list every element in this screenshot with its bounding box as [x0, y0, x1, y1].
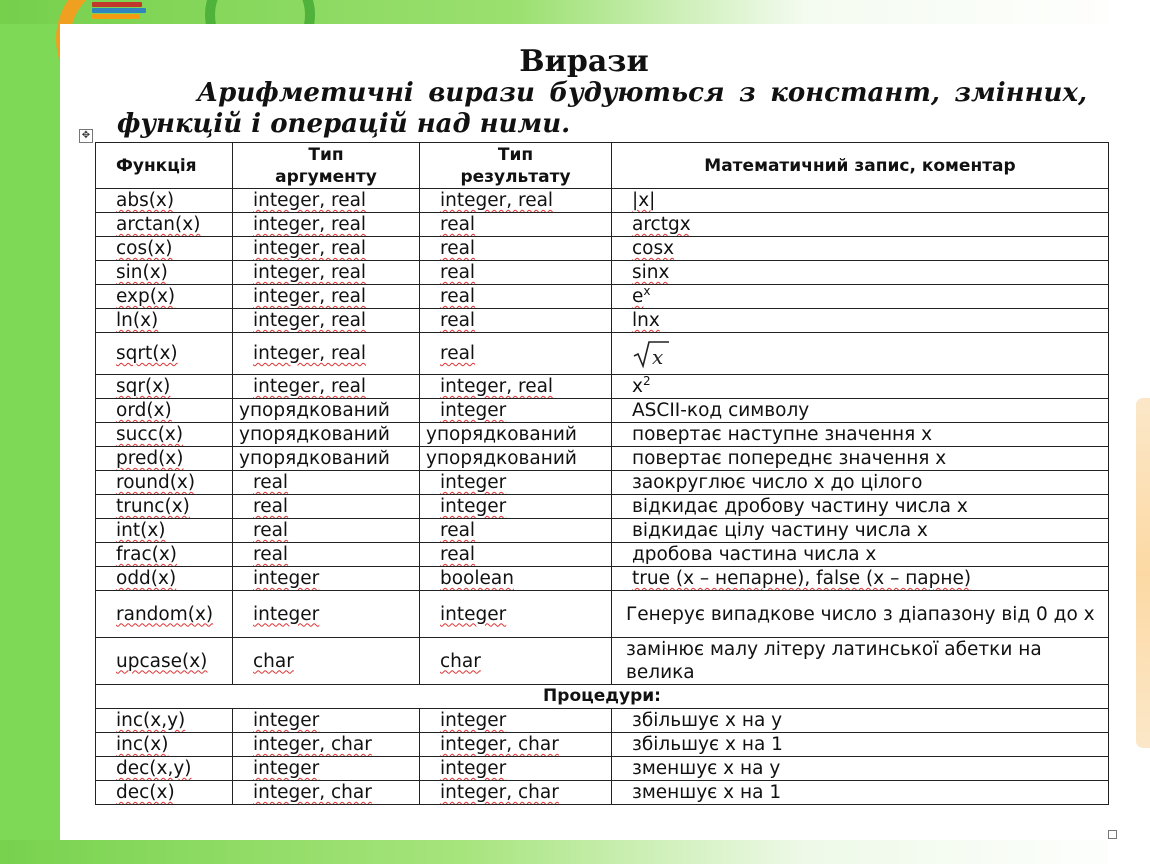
cell-function [96, 261, 233, 285]
cell-argument-type-text: integer, real [253, 262, 367, 283]
cell-result-type-text: real [440, 262, 476, 283]
cell-argument-type-text: integer [253, 603, 320, 625]
cell-result-type [420, 781, 612, 805]
cell-function [96, 471, 233, 495]
cell-argument-type-text: упорядкований [239, 400, 390, 421]
cell-result-type [420, 471, 612, 495]
cell-math-notation [612, 567, 1109, 591]
cell-result-type [420, 638, 612, 685]
cell-argument-type-text: char [253, 650, 294, 672]
cell-result-type-text: real [440, 544, 476, 565]
cell-math-notation [612, 399, 1109, 423]
cell-function-text: int(x) [116, 520, 166, 541]
cell-argument-type [233, 709, 420, 733]
cell-result-type-text: integer, real [440, 190, 554, 211]
cell-argument-type-text: real [253, 472, 289, 493]
cell-function [96, 567, 233, 591]
header-function: Функція [96, 143, 233, 189]
cell-math-notation-text: cosx [632, 238, 675, 259]
books-icon [92, 2, 148, 22]
table-row [96, 733, 1109, 757]
header-argument-type: Тип аргументу [233, 143, 420, 189]
cell-argument-type-text: real [253, 520, 289, 541]
cell-argument-type-text: real [253, 544, 289, 565]
cell-math-notation-text: замінює малу літеру латинської абетки на велика [626, 639, 1042, 683]
cell-function [96, 591, 233, 638]
cell-result-type-text: real [440, 238, 476, 259]
cell-result-type [420, 375, 612, 399]
cell-function-text: trunc(x) [116, 496, 190, 517]
cell-argument-type-text: integer [253, 568, 320, 589]
cell-result-type-text: integer, char [440, 734, 559, 755]
functions-body [96, 189, 1109, 685]
cell-math-notation-text: x [632, 376, 643, 397]
cell-result-type [420, 567, 612, 591]
cell-math-notation [612, 213, 1109, 237]
cell-argument-type [233, 213, 420, 237]
cell-argument-type [233, 285, 420, 309]
cell-function-text: odd(x) [116, 568, 177, 589]
cell-math-notation [612, 333, 1109, 375]
cell-result-type [420, 189, 612, 213]
cell-math-notation-text: відкидає дробову частину числа x [632, 496, 968, 517]
cell-argument-type [233, 375, 420, 399]
cell-argument-type [233, 237, 420, 261]
cell-function [96, 237, 233, 261]
cell-math-notation [612, 519, 1109, 543]
cell-argument-type-text: упорядкований [239, 448, 390, 469]
table-row [96, 399, 1109, 423]
cell-math-notation-text: true (x – непарне), false (x – парне) [632, 568, 972, 589]
cell-argument-type [233, 757, 420, 781]
cell-function [96, 709, 233, 733]
cell-result-type [420, 285, 612, 309]
cell-result-type-text: упорядкований [426, 424, 577, 445]
cell-math-notation [612, 237, 1109, 261]
cell-function-text: cos(x) [116, 238, 173, 259]
decorative-orange-strip [1136, 398, 1150, 748]
cell-result-type-text: integer [440, 758, 507, 779]
cell-result-type [420, 495, 612, 519]
cell-function-text: ln(x) [116, 310, 159, 331]
cell-result-type-text: integer [440, 496, 507, 517]
table-row [96, 519, 1109, 543]
cell-argument-type-text: real [253, 496, 289, 517]
cell-argument-type-text: integer, char [253, 782, 372, 803]
cell-function [96, 399, 233, 423]
cell-math-notation [612, 471, 1109, 495]
cell-function-text: round(x) [116, 472, 196, 493]
cell-math-notation-text: e [632, 286, 644, 307]
table-row [96, 423, 1109, 447]
background-bottom-band [0, 840, 1150, 864]
superscript: 2 [642, 374, 651, 388]
cell-argument-type [233, 399, 420, 423]
cell-function [96, 447, 233, 471]
cell-argument-type-text: integer, real [253, 190, 367, 211]
table-row [96, 495, 1109, 519]
cell-result-type-text: integer [440, 400, 507, 421]
table-row [96, 285, 1109, 309]
cell-function-text: inc(x) [116, 734, 169, 755]
cell-math-notation-text: повертає наступне значення x [632, 424, 933, 445]
cell-function-text: dec(x,y) [116, 758, 192, 779]
header-math-notation: Математичний запис, коментар [612, 143, 1109, 189]
cell-function-text: arctan(x) [116, 214, 201, 235]
cell-math-notation [612, 591, 1109, 638]
cell-math-notation [612, 638, 1109, 685]
cell-function-text: succ(x) [116, 424, 184, 445]
cell-math-notation-text: зменшує x на y [632, 758, 781, 779]
cell-function-text: inc(x,y) [116, 710, 186, 731]
cell-result-type [420, 757, 612, 781]
table-row [96, 757, 1109, 781]
cell-argument-type [233, 543, 420, 567]
cell-math-notation-text: |x| [632, 190, 656, 211]
cell-result-type-text: boolean [440, 568, 514, 589]
cell-result-type-text: integer [440, 472, 507, 493]
cell-argument-type-text: integer, real [253, 214, 367, 235]
cell-function [96, 213, 233, 237]
cell-function-text: dec(x) [116, 782, 175, 803]
cell-function-text: sin(x) [116, 262, 168, 283]
cell-math-notation [612, 709, 1109, 733]
procedures-body [96, 709, 1109, 805]
cell-result-type [420, 261, 612, 285]
cell-math-notation-text: Генерує випадкове число з діапазону від 0 до x [626, 603, 1095, 625]
table-row [96, 261, 1109, 285]
cell-argument-type [233, 567, 420, 591]
cell-function [96, 333, 233, 375]
cell-function [96, 495, 233, 519]
cell-math-notation-text: дробова частина числа x [632, 544, 877, 565]
cell-function-text: sqr(x) [116, 376, 171, 397]
cell-math-notation [612, 543, 1109, 567]
cell-argument-type [233, 309, 420, 333]
header-result-type: Тип результату [420, 143, 612, 189]
table-row [96, 638, 1109, 685]
cell-math-notation [612, 495, 1109, 519]
cell-argument-type-text: integer [253, 710, 320, 731]
cell-function-text: upcase(x) [116, 650, 208, 672]
cell-function [96, 189, 233, 213]
cell-function [96, 733, 233, 757]
svg-text:x: x [652, 344, 664, 369]
procedures-heading: Процедури: [96, 685, 1109, 709]
cell-argument-type [233, 471, 420, 495]
cell-function [96, 781, 233, 805]
cell-math-notation [612, 447, 1109, 471]
cell-result-type-text: real [440, 520, 476, 541]
cell-math-notation-text: повертає попереднє значення x [632, 448, 947, 469]
cell-math-notation-text: відкидає цілу частину числа x [632, 520, 928, 541]
cell-result-type-text: real [440, 343, 476, 364]
cell-argument-type [233, 261, 420, 285]
cell-result-type-text: integer [440, 710, 507, 731]
intro-paragraph: Арифметичні вирази будуються з констант, змінних, функцій і операцій над ними. [117, 78, 1087, 139]
cell-function-text: sqrt(x) [116, 343, 178, 364]
cell-function-text: abs(x) [116, 190, 175, 211]
procedures-heading-row [96, 685, 1109, 709]
cell-result-type [420, 519, 612, 543]
cell-function [96, 375, 233, 399]
cell-argument-type [233, 189, 420, 213]
cell-math-notation-text: arctgx [632, 214, 691, 235]
table-row [96, 213, 1109, 237]
table-header-row [96, 143, 1109, 189]
cell-math-notation-text: sinx [632, 262, 670, 283]
table-row [96, 591, 1109, 638]
functions-table [95, 142, 1109, 805]
cell-result-type [420, 213, 612, 237]
cell-argument-type [233, 591, 420, 638]
table-row [96, 237, 1109, 261]
cell-result-type [420, 447, 612, 471]
cell-result-type-text: integer [440, 603, 507, 625]
superscript: x [643, 284, 651, 298]
cell-argument-type-text: упорядкований [239, 424, 390, 445]
cell-function [96, 757, 233, 781]
cell-math-notation [612, 261, 1109, 285]
cell-result-type [420, 709, 612, 733]
cell-argument-type-text: integer, real [253, 238, 367, 259]
cell-result-type [420, 237, 612, 261]
cell-argument-type-text: integer, real [253, 310, 367, 331]
table-resize-handle[interactable] [1108, 830, 1117, 839]
cell-argument-type [233, 733, 420, 757]
cell-argument-type-text: integer, char [253, 734, 372, 755]
table-row [96, 543, 1109, 567]
cell-math-notation-text: ASCII-код символу [632, 400, 810, 421]
cell-function-text: exp(x) [116, 286, 176, 307]
cell-function-text: ord(x) [116, 400, 172, 421]
table-row [96, 471, 1109, 495]
table-row [96, 781, 1109, 805]
cell-math-notation-text: зменшує x на 1 [632, 782, 782, 803]
cell-result-type [420, 399, 612, 423]
cell-result-type [420, 543, 612, 567]
cell-function [96, 519, 233, 543]
cell-function [96, 423, 233, 447]
table-move-handle-icon[interactable]: ✥ [79, 129, 93, 143]
cell-result-type [420, 309, 612, 333]
table-row [96, 333, 1109, 375]
cell-argument-type [233, 423, 420, 447]
cell-function [96, 638, 233, 685]
cell-math-notation-text: збільшує x на 1 [632, 734, 783, 755]
cell-function-text: frac(x) [116, 544, 178, 565]
table-row [96, 447, 1109, 471]
cell-result-type [420, 733, 612, 757]
document-page [60, 24, 1108, 840]
cell-math-notation [612, 757, 1109, 781]
cell-function-text: random(x) [116, 603, 214, 625]
cell-math-notation [612, 189, 1109, 213]
cell-function-text: pred(x) [116, 448, 184, 469]
cell-math-notation-text: збільшує x на y [632, 710, 783, 731]
cell-result-type [420, 333, 612, 375]
cell-argument-type [233, 333, 420, 375]
cell-math-notation [612, 309, 1109, 333]
cell-argument-type-text: integer, real [253, 376, 367, 397]
cell-argument-type [233, 519, 420, 543]
cell-math-notation [612, 423, 1109, 447]
cell-result-type-text: integer, char [440, 782, 559, 803]
cell-argument-type-text: integer, real [253, 286, 367, 307]
page-title: Вирази [519, 44, 649, 79]
cell-result-type-text: real [440, 310, 476, 331]
cell-math-notation [612, 781, 1109, 805]
cell-argument-type-text: integer [253, 758, 320, 779]
cell-argument-type [233, 781, 420, 805]
cell-result-type-text: real [440, 214, 476, 235]
cell-argument-type [233, 447, 420, 471]
sqrt-x-icon [632, 343, 670, 369]
cell-argument-type [233, 638, 420, 685]
cell-result-type-text: integer, real [440, 376, 554, 397]
cell-math-notation [612, 733, 1109, 757]
table-row [96, 309, 1109, 333]
cell-argument-type [233, 495, 420, 519]
cell-math-notation [612, 285, 1109, 309]
cell-math-notation [612, 375, 1109, 399]
cell-result-type-text: real [440, 286, 476, 307]
table-row [96, 189, 1109, 213]
cell-function [96, 285, 233, 309]
cell-result-type-text: упорядкований [426, 448, 577, 469]
cell-math-notation-text: заокруглює число x до цілого [632, 472, 923, 493]
cell-argument-type-text: integer, real [253, 343, 367, 364]
cell-result-type-text: char [440, 650, 481, 672]
cell-math-notation-text: lnx [632, 310, 660, 331]
table-row [96, 709, 1109, 733]
cell-result-type [420, 591, 612, 638]
cell-result-type [420, 423, 612, 447]
table-row [96, 567, 1109, 591]
cell-function [96, 543, 233, 567]
table-row [96, 375, 1109, 399]
cell-function [96, 309, 233, 333]
